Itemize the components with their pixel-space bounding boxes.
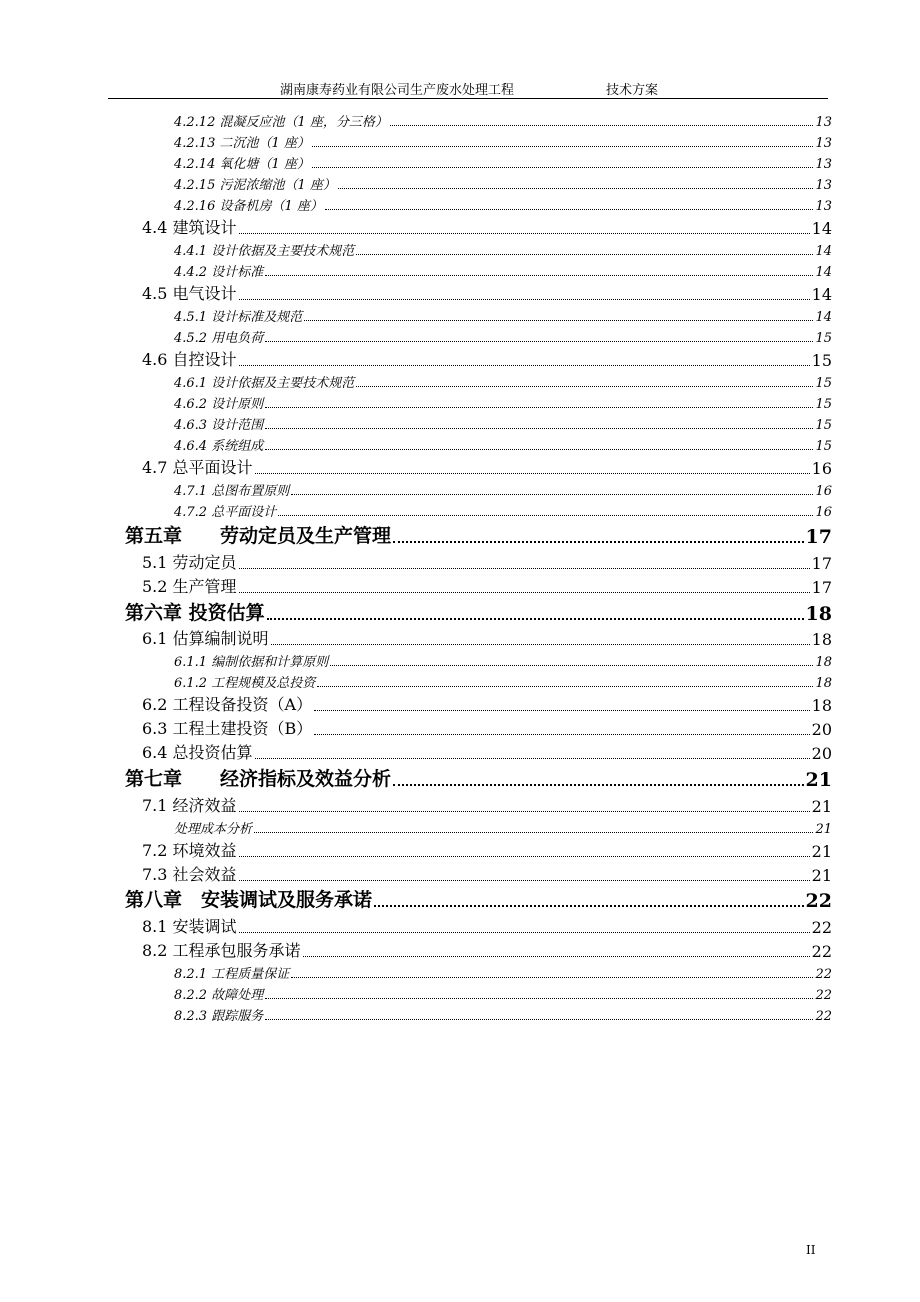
toc-entry[interactable]: [174, 983, 832, 1003]
toc-entry-page: 22: [811, 918, 832, 937]
dot-leader: [374, 905, 804, 907]
toc-entry[interactable]: [174, 131, 832, 151]
dot-leader: [255, 758, 810, 759]
toc-entry-page: 22: [805, 890, 832, 912]
dot-leader: [317, 686, 813, 687]
dot-leader: [330, 665, 813, 666]
toc-entry-title: 8.1 安装调试: [142, 917, 237, 936]
toc-entry-page: 15: [815, 376, 832, 391]
toc-entry[interactable]: [142, 741, 832, 763]
toc-entry-title: 4.2.14 氧化塘（1 座）: [174, 157, 310, 172]
toc-entry-page: 22: [815, 988, 832, 1003]
toc-entry-page: 14: [815, 265, 832, 280]
toc-entry-title: 5.2 生产管理: [142, 577, 237, 596]
toc-entry-page: 18: [811, 630, 832, 649]
toc-entry[interactable]: [174, 671, 832, 691]
toc-entry-title: 4.6.4 系统组成: [174, 439, 264, 454]
dot-leader: [356, 386, 813, 387]
toc-entry-page: 15: [815, 418, 832, 433]
toc-entry-title: 4.5 电气设计: [142, 284, 237, 303]
dot-leader: [239, 299, 810, 300]
dot-leader: [239, 856, 810, 857]
toc-entry-title: 4.2.16 设备机房（1 座）: [174, 199, 323, 214]
toc-entry-page: 15: [815, 331, 832, 346]
dot-leader: [271, 644, 810, 645]
toc-entry-title: 8.2 工程承包服务承诺: [142, 941, 301, 960]
dot-leader: [291, 977, 813, 978]
toc-entry-page: 22: [811, 942, 832, 961]
dot-leader: [265, 1019, 813, 1020]
toc-chapter[interactable]: [125, 599, 832, 625]
toc-entry-page: 21: [811, 866, 832, 885]
toc-entry-title: 4.2.13 二沉池（1 座）: [174, 136, 310, 151]
toc-entry-page: 18: [815, 655, 832, 670]
dot-leader: [255, 473, 810, 474]
dot-leader: [239, 233, 810, 234]
toc-entry-title: 5.1 劳动定员: [142, 553, 237, 572]
toc-chapter[interactable]: [125, 765, 832, 791]
dot-leader: [265, 449, 813, 450]
toc-entry-page: 15: [811, 351, 832, 370]
toc-entry[interactable]: [142, 575, 832, 597]
dot-leader: [390, 125, 814, 126]
toc-entry-title: 4.4 建筑设计: [142, 218, 237, 237]
dot-leader: [239, 932, 810, 933]
toc-entry-title: 4.6.3 设计范围: [174, 418, 264, 433]
toc-entry-title: 4.5.2 用电负荷: [174, 331, 264, 346]
toc-entry[interactable]: [174, 173, 832, 193]
toc-entry[interactable]: [174, 500, 832, 520]
toc-entry[interactable]: [142, 717, 832, 739]
toc-entry-page: 21: [815, 822, 832, 837]
toc-entry-title: 4.4.2 设计标准: [174, 265, 264, 280]
toc-entry-title: 7.1 经济效益: [142, 796, 237, 815]
toc-entry[interactable]: [142, 216, 832, 238]
toc-entry-title: 6.1.1 编制依据和计算原则: [174, 655, 329, 670]
toc-entry-title: 6.4 总投资估算: [142, 743, 253, 762]
dot-leader: [356, 254, 813, 255]
toc-entry[interactable]: [174, 305, 832, 325]
dot-leader: [265, 998, 813, 999]
toc-entry[interactable]: [174, 650, 832, 670]
toc-entry-page: 17: [811, 578, 832, 597]
toc-entry[interactable]: [142, 794, 832, 816]
toc-entry-page: 14: [815, 244, 832, 259]
toc-entry[interactable]: [174, 152, 832, 172]
toc-entry-page: 14: [811, 219, 832, 238]
toc-entry-page: 17: [805, 526, 832, 548]
toc-entry-title: 8.2.1 工程质量保证: [174, 967, 290, 982]
toc-entry[interactable]: [142, 551, 832, 573]
dot-leader: [314, 734, 809, 735]
dot-leader: [265, 407, 813, 408]
toc-entry-page: 20: [811, 720, 832, 739]
toc-entry-title: 7.2 环境效益: [142, 841, 237, 860]
toc-entry-page: 22: [815, 967, 832, 982]
toc-entry-page: 21: [811, 842, 832, 861]
toc-entry-title: 4.7.2 总平面设计: [174, 505, 277, 520]
dot-leader: [304, 320, 813, 321]
toc-entry-page: 20: [811, 744, 832, 763]
dot-leader: [393, 541, 804, 543]
toc-entry-title: 4.6 自控设计: [142, 350, 237, 369]
toc-entry-title: 第七章 经济指标及效益分析: [125, 768, 392, 790]
toc-entry-title: 6.3 工程土建投资（B）: [142, 719, 313, 738]
dot-leader: [265, 341, 813, 342]
toc-entry-page: 14: [815, 310, 832, 325]
toc-entry-title: 6.1 估算编制说明: [142, 629, 269, 648]
toc-entry[interactable]: [174, 371, 832, 391]
toc-entry-page: 13: [815, 178, 832, 193]
toc-entry-page: 15: [815, 439, 832, 454]
toc-entry-page: 18: [811, 696, 832, 715]
toc-entry-title: 第五章 劳动定员及生产管理: [125, 525, 392, 547]
dot-leader: [239, 568, 810, 569]
toc-entry-title: 4.5.1 设计标准及规范: [174, 310, 303, 325]
dot-leader: [325, 209, 814, 210]
toc-entry-page: 15: [815, 397, 832, 412]
toc-entry[interactable]: [142, 863, 832, 885]
toc-entry-page: 17: [811, 554, 832, 573]
toc-entry-page: 16: [815, 484, 832, 499]
dot-leader: [239, 880, 810, 881]
toc-entry-title: 4.4.1 设计依据及主要技术规范: [174, 244, 355, 259]
toc-entry-title: 4.7.1 总图布置原则: [174, 484, 290, 499]
toc-entry[interactable]: [142, 939, 832, 961]
toc-entry[interactable]: [174, 260, 832, 280]
toc-entry-title: 4.6.2 设计原则: [174, 397, 264, 412]
toc-entry-title: 7.3 社会效益: [142, 865, 237, 884]
toc-chapter[interactable]: [125, 886, 832, 912]
header-doc-type: 技术方案: [606, 83, 659, 98]
dot-leader: [239, 592, 810, 593]
toc-entry-page: 16: [811, 459, 832, 478]
toc-entry-title: 处理成本分析: [174, 822, 253, 837]
toc-entry-page: 13: [815, 136, 832, 151]
toc-entry-page: 18: [805, 603, 832, 625]
toc-entry[interactable]: [142, 627, 832, 649]
toc-entry-page: 21: [805, 769, 832, 791]
toc-entry-page: 13: [815, 199, 832, 214]
toc-entry-title: 6.1.2 工程规模及总投资: [174, 676, 316, 691]
toc-entry[interactable]: [174, 413, 832, 433]
toc-entry-title: 第八章 安装调试及服务承诺: [125, 889, 373, 911]
toc-entry-page: 18: [815, 676, 832, 691]
dot-leader: [265, 428, 813, 429]
dot-leader: [393, 784, 804, 786]
toc-entry[interactable]: [174, 239, 832, 259]
toc-entry[interactable]: [174, 817, 832, 837]
dot-leader: [239, 365, 810, 366]
toc-entry-page: 21: [811, 797, 832, 816]
toc-entry[interactable]: [174, 194, 832, 214]
dot-leader: [267, 618, 804, 620]
toc-entry[interactable]: [174, 1004, 832, 1024]
toc-entry[interactable]: [142, 839, 832, 861]
toc-entry-page: 13: [815, 115, 832, 130]
toc-entry[interactable]: [174, 434, 832, 454]
dot-leader: [265, 275, 813, 276]
toc-entry[interactable]: [142, 915, 832, 937]
dot-leader: [291, 494, 813, 495]
dot-leader: [314, 710, 810, 711]
toc-entry-page: 13: [815, 157, 832, 172]
toc-entry-page: 14: [811, 285, 832, 304]
toc-entry-title: 4.7 总平面设计: [142, 458, 253, 477]
toc-entry-title: 6.2 工程设备投资（A）: [142, 695, 313, 714]
toc-entry[interactable]: [174, 392, 832, 412]
toc-entry-title: 8.2.2 故障处理: [174, 988, 264, 1003]
header-company: 湖南康寿药业有限公司生产废水处理工程: [280, 83, 515, 98]
dot-leader: [254, 832, 813, 833]
page-number: II: [806, 1243, 816, 1257]
dot-leader: [239, 811, 810, 812]
toc-entry-page: 22: [815, 1009, 832, 1024]
dot-leader: [278, 515, 813, 516]
dot-leader: [312, 167, 814, 168]
toc-entry[interactable]: [142, 348, 832, 370]
toc-entry-title: 8.2.3 跟踪服务: [174, 1009, 264, 1024]
dot-leader: [338, 188, 814, 189]
toc-entry[interactable]: [142, 456, 832, 478]
toc-entry[interactable]: [174, 962, 832, 982]
toc-entry[interactable]: [174, 326, 832, 346]
toc-entry-title: 第六章 投资估算: [125, 602, 265, 624]
toc-chapter[interactable]: [125, 522, 832, 548]
toc-entry[interactable]: [142, 693, 832, 715]
toc-entry[interactable]: [174, 479, 832, 499]
dot-leader: [303, 956, 810, 957]
toc-entry-title: 4.2.12 混凝反应池（1 座，分三格）: [174, 115, 388, 130]
toc-entry[interactable]: [142, 282, 832, 304]
toc-entry[interactable]: [174, 110, 832, 130]
toc-entry-page: 16: [815, 505, 832, 520]
dot-leader: [312, 146, 814, 147]
toc-entry-title: 4.2.15 污泥浓缩池（1 座）: [174, 178, 336, 193]
toc-entry-title: 4.6.1 设计依据及主要技术规范: [174, 376, 355, 391]
